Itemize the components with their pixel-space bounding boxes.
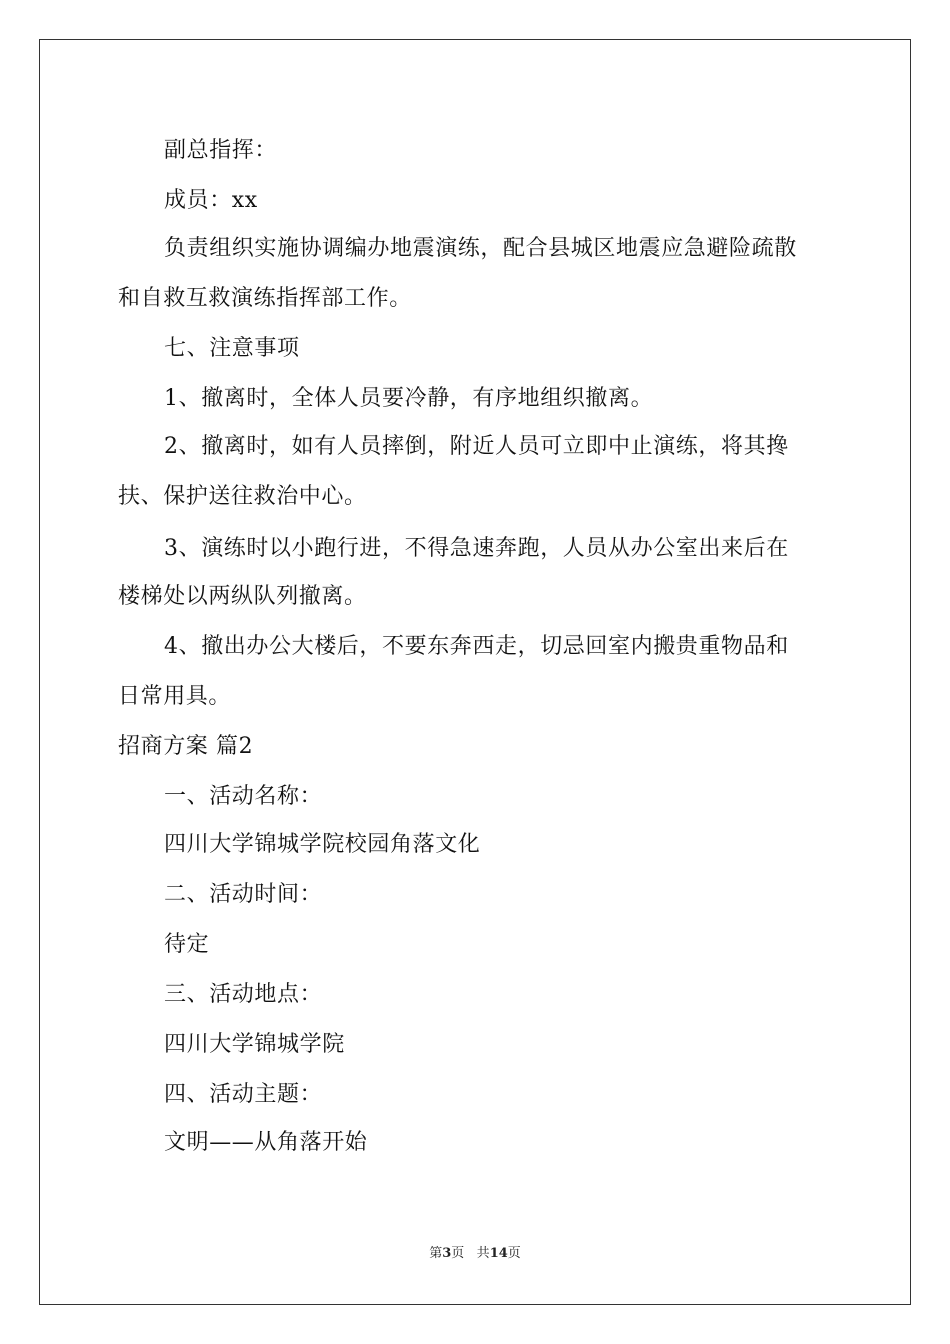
section-heading: 二、活动时间： xyxy=(164,882,323,907)
text-line: 和自救互救演练指挥部工作。 xyxy=(118,286,412,311)
section-heading: 七、注意事项 xyxy=(164,336,300,361)
text-line: 四川大学锦城学院 xyxy=(164,1032,345,1057)
text-line: 四川大学锦城学院校园角落文化 xyxy=(164,832,481,857)
footer-total-pages: 14 xyxy=(489,1246,508,1261)
page-footer xyxy=(0,1245,950,1263)
document-title: 招商方案 篇2 xyxy=(118,734,254,759)
text-line: 2、撤离时，如有人员摔倒，附近人员可立即中止演练，将其搀 xyxy=(164,434,789,459)
text-line: 日常用具。 xyxy=(118,684,232,709)
page-border xyxy=(39,39,911,1305)
footer-total-prefix: 共 xyxy=(476,1246,490,1261)
footer-total-suffix: 页 xyxy=(507,1246,521,1261)
footer-page-prefix: 第 xyxy=(429,1246,443,1261)
section-heading: 一、活动名称： xyxy=(164,784,323,809)
text-line: 负责组织实施协调编办地震演练，配合县城区地震应急避险疏散 xyxy=(164,236,797,261)
section-heading: 四、活动主题： xyxy=(164,1082,323,1107)
text-line: 1、撤离时，全体人员要冷静，有序地组织撤离。 xyxy=(164,386,654,411)
text-line: 扶、保护送往救治中心。 xyxy=(118,484,367,509)
text-line: 成员：xx xyxy=(164,188,258,213)
text-line: 待定 xyxy=(164,932,210,957)
text-line: 楼梯处以两纵队列撤离。 xyxy=(118,584,367,609)
text-line: 3、演练时以小跑行进，不得急速奔跑，人员从办公室出来后在 xyxy=(164,536,789,561)
section-heading: 三、活动地点： xyxy=(164,982,323,1007)
text-line: 4、撤出办公大楼后，不要东奔西走，切忌回室内搬贵重物品和 xyxy=(164,634,789,659)
text-line: 副总指挥： xyxy=(164,138,278,163)
text-line: 文明——从角落开始 xyxy=(164,1130,368,1155)
footer-page-number: 3 xyxy=(442,1246,452,1261)
footer-page-suffix: 页 xyxy=(451,1246,465,1261)
